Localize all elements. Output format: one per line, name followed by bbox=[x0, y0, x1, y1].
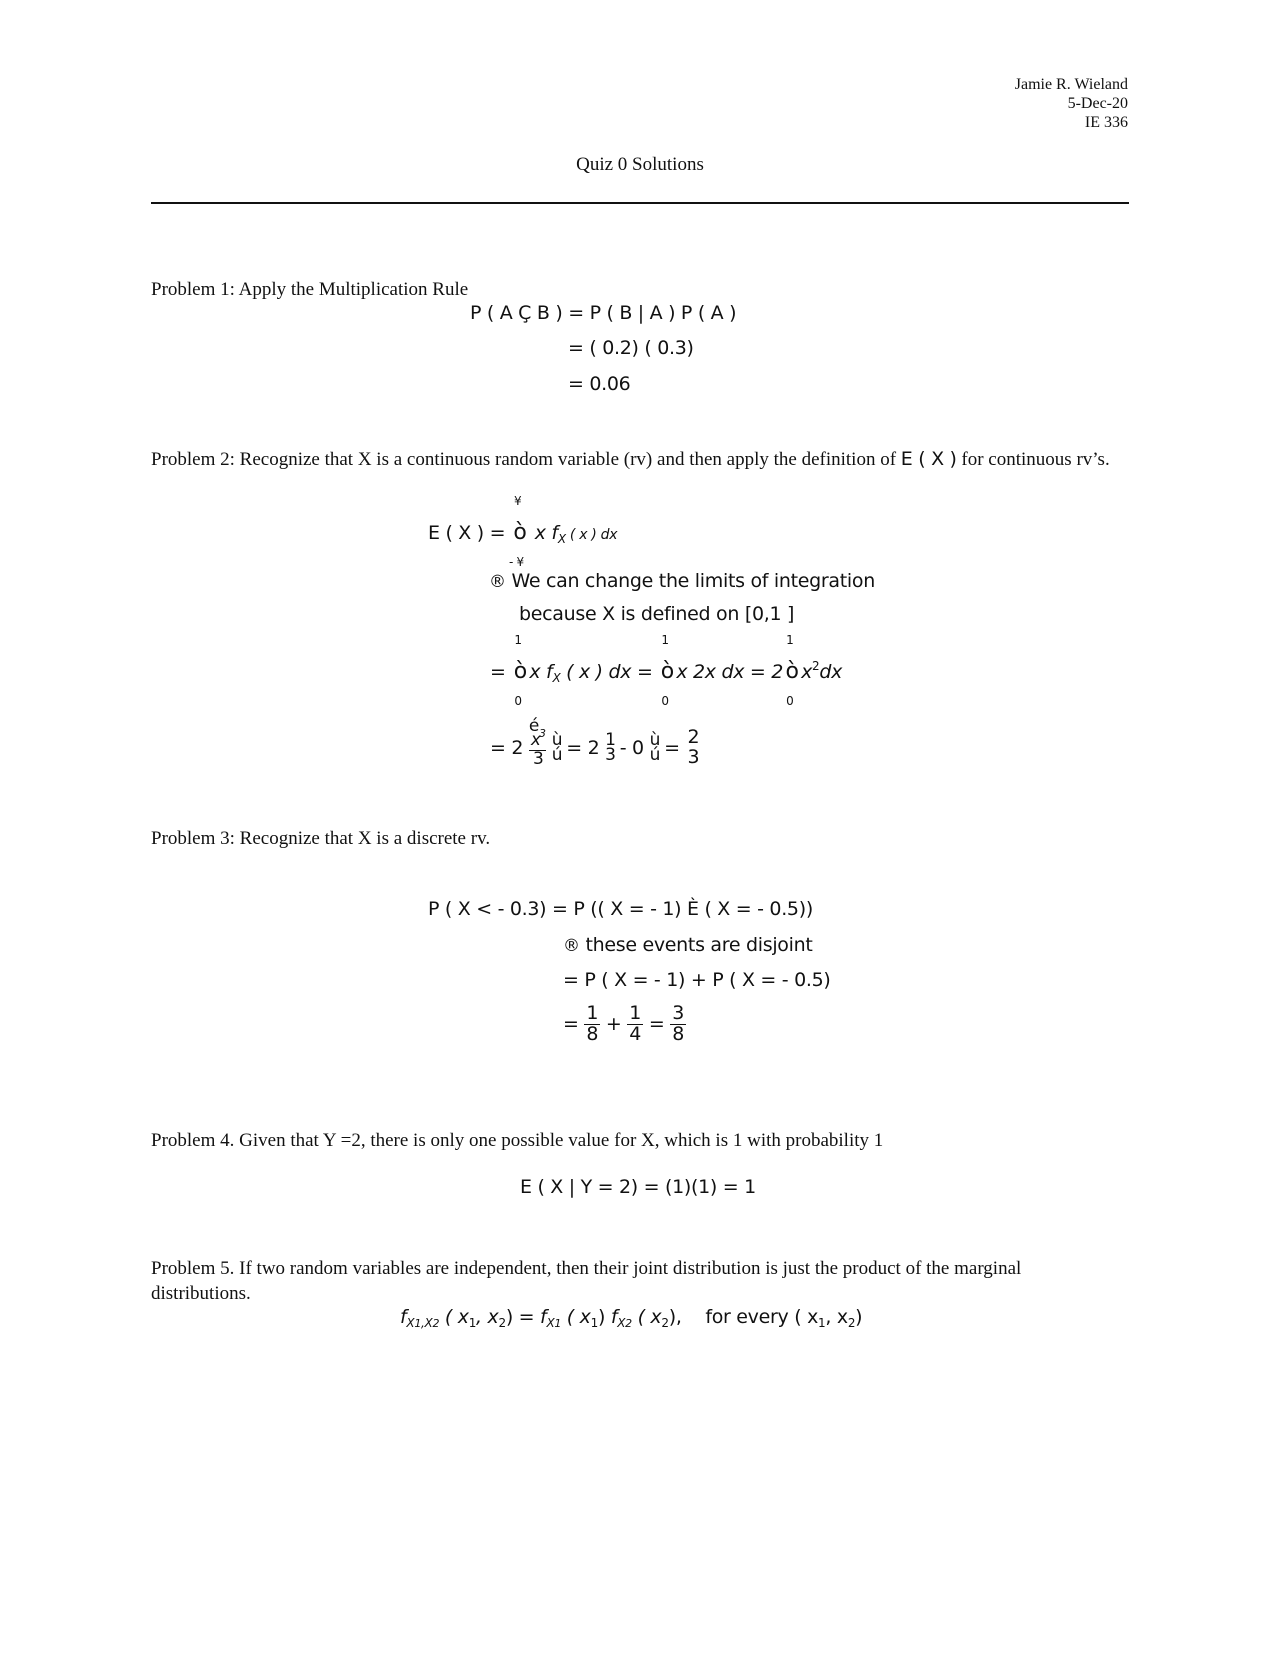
fraction-one-eighth bbox=[584, 1004, 600, 1045]
for-every-label: for every bbox=[705, 1306, 789, 1328]
problem-2-definition bbox=[428, 494, 618, 569]
bracket-right-icon bbox=[649, 730, 659, 766]
problem-2-note-line-1 bbox=[489, 570, 875, 592]
integral-glyph: ò bbox=[513, 520, 527, 545]
marginal-1-subscript bbox=[546, 1316, 561, 1330]
joint-arg-1: 1 bbox=[468, 1316, 477, 1330]
fraction-denominator: 8 bbox=[586, 1022, 599, 1045]
lower-limit: - ¥ bbox=[508, 555, 524, 569]
step-2-one: 1 bbox=[605, 730, 614, 751]
step-2-lead: = 2 bbox=[490, 736, 524, 759]
problem-2-integrand-tail: ( x ) dx bbox=[565, 527, 618, 543]
marginal-2-f: f bbox=[610, 1306, 618, 1328]
fraction-numerator: 1 bbox=[629, 1002, 642, 1024]
joint-arg-comma: , x bbox=[476, 1306, 499, 1328]
upper-limit: ¥ bbox=[513, 494, 522, 508]
integral-glyph: ò bbox=[660, 659, 674, 684]
author-name: Jamie R. Wieland bbox=[1014, 76, 1128, 93]
pair-comma: , x bbox=[825, 1306, 848, 1328]
m1-sub-x: X bbox=[546, 1316, 555, 1330]
marginal-2-close: ), bbox=[668, 1306, 682, 1328]
step-2-eq: = bbox=[664, 736, 680, 759]
problem-2-integrand-subscript: X bbox=[557, 532, 566, 546]
integral-sign-icon bbox=[511, 633, 529, 708]
marginal-2-subscript bbox=[617, 1316, 632, 1330]
problem-2-heading-tail: for continuous rv’s. bbox=[961, 449, 1110, 470]
step-1-second-integrand: x 2x dx = 2 bbox=[676, 661, 784, 683]
pair-close: ) bbox=[855, 1306, 863, 1328]
bracket-close-glyph: ù bbox=[649, 730, 659, 751]
joint-arg-2: 2 bbox=[498, 1316, 506, 1330]
bracket-close-glyph: ù bbox=[551, 730, 561, 751]
fraction-three-eighths bbox=[670, 1004, 686, 1045]
bracket-bottom-glyph: ú bbox=[551, 745, 561, 766]
step-1-final-dx: dx bbox=[819, 661, 843, 683]
problem-1-equation-line-3: = 0.06 bbox=[568, 373, 631, 395]
problem-3-note bbox=[563, 934, 813, 956]
problem-2-integrand: x f bbox=[534, 522, 558, 544]
problem-3-eq-2: = bbox=[648, 1012, 665, 1035]
joint-sub-comma: ,X bbox=[421, 1316, 433, 1330]
joint-eq: ) = bbox=[505, 1306, 541, 1328]
step-1-dx: ( x ) dx = bbox=[560, 661, 653, 683]
problem-1-heading: Problem 1: Apply the Multiplication Rule bbox=[151, 279, 469, 300]
integral-glyph: ò bbox=[513, 659, 527, 684]
problem-4-equation: E ( X | Y = 2) = (1)(1) = 1 bbox=[520, 1176, 756, 1198]
marginal-1-args: ( x bbox=[561, 1306, 591, 1328]
step-1-eq: = bbox=[490, 661, 512, 683]
problem-2-note-line-2: because X is defined on [0,1 ] bbox=[519, 603, 795, 625]
problem-2-heading bbox=[151, 447, 1111, 472]
marginal-2-args: ( x bbox=[631, 1306, 662, 1328]
joint-sub-2: 2 bbox=[432, 1317, 440, 1330]
fraction-one-quarter bbox=[627, 1004, 643, 1045]
bracket-left-icon bbox=[605, 730, 614, 766]
title-divider bbox=[151, 202, 1129, 204]
marginal-1-arg: 1 bbox=[590, 1316, 598, 1330]
upper-limit: 1 bbox=[661, 633, 669, 647]
integral-sign-icon bbox=[658, 633, 676, 708]
problem-5-heading: Problem 5. If two random variables are independent, then their joint distribution is just the product of the marginal distributions. bbox=[151, 1258, 1022, 1305]
step-2-three: 3 bbox=[605, 745, 614, 766]
joint-subscript bbox=[406, 1316, 439, 1330]
plus-sign: + bbox=[605, 1012, 622, 1035]
problem-2-lhs: E ( X ) = bbox=[428, 522, 506, 544]
step-1-subscript: X bbox=[552, 671, 561, 685]
pair-1: 1 bbox=[818, 1316, 826, 1330]
problem-1-equation-line-2: = ( 0.2) ( 0.3) bbox=[568, 337, 694, 359]
problem-4-heading: Problem 4. Given that Y =2, there is only one possible value for X, which is 1 with probability 1 bbox=[151, 1130, 884, 1151]
problem-3-eq: = bbox=[563, 1012, 579, 1035]
step-1-square: 2 bbox=[812, 659, 820, 673]
arrow-icon: ® bbox=[489, 572, 506, 592]
problem-2-step-1 bbox=[490, 633, 843, 708]
joint-sub-x: X bbox=[406, 1316, 415, 1330]
upper-limit: 1 bbox=[786, 633, 794, 647]
step-2-cube: 3 bbox=[538, 727, 544, 740]
step-2-bracket-fraction bbox=[528, 716, 546, 769]
problem-1-equation-line-1: P ( A Ç B ) = P ( B | A ) P ( A ) bbox=[470, 302, 737, 324]
integral-glyph: ò bbox=[785, 659, 799, 684]
document-header bbox=[1015, 76, 1128, 133]
bracket-top-icon: é bbox=[528, 716, 538, 736]
problem-5-equation bbox=[400, 1306, 862, 1330]
marginal-2-arg: 2 bbox=[661, 1316, 669, 1330]
fraction-denominator: 8 bbox=[672, 1022, 685, 1045]
problem-2-step-2 bbox=[490, 716, 701, 769]
step-2-result-fraction bbox=[685, 728, 701, 768]
step-2-denominator: 3 bbox=[533, 748, 542, 769]
step-2-result-denominator: 3 bbox=[687, 746, 700, 769]
fraction-denominator: 4 bbox=[629, 1022, 642, 1045]
problem-2-heading-expectation: E ( X ) bbox=[900, 448, 957, 470]
page-title: Quiz 0 Solutions bbox=[576, 154, 704, 175]
problem-2-heading-text: Problem 2: Recognize that X is a continuous random variable (rv) and then apply the definition of bbox=[151, 449, 897, 470]
step-2-x: x bbox=[530, 730, 539, 750]
bracket-bottom-glyph: ú bbox=[649, 745, 659, 766]
m2-sub-x: X bbox=[617, 1316, 626, 1330]
step-2-mid: = 2 bbox=[566, 736, 600, 759]
lower-limit: 0 bbox=[514, 694, 522, 708]
pair-open: ( x bbox=[788, 1306, 819, 1328]
course-code: IE 336 bbox=[1084, 113, 1128, 131]
marginal-1-close: ) bbox=[597, 1306, 611, 1328]
m1-sub-n: 1 bbox=[554, 1317, 562, 1330]
integral-sign-icon bbox=[783, 633, 801, 708]
problem-3-equation-line-3: = P ( X = - 1) + P ( X = - 0.5) bbox=[563, 969, 831, 991]
problem-3-note-text: these events are disjoint bbox=[585, 934, 813, 956]
m2-sub-n: 2 bbox=[625, 1317, 632, 1330]
integral-sign-icon bbox=[508, 494, 529, 569]
upper-limit: 1 bbox=[514, 633, 522, 647]
step-2-minus: - 0 bbox=[619, 736, 644, 759]
pair-2: 2 bbox=[847, 1316, 856, 1330]
problem-2-note-text-1: We can change the limits of integration bbox=[511, 570, 875, 592]
lower-limit: 0 bbox=[661, 694, 669, 708]
joint-f: f bbox=[400, 1306, 407, 1328]
step-2-result-numerator: 2 bbox=[687, 726, 700, 749]
lower-limit: 0 bbox=[786, 694, 794, 708]
fraction-numerator: 3 bbox=[672, 1002, 685, 1024]
step-1-integrand: x f bbox=[529, 661, 553, 683]
fraction-numerator: 1 bbox=[586, 1002, 599, 1024]
arrow-icon: ® bbox=[563, 936, 580, 956]
document-date: 5-Dec-20 bbox=[1067, 94, 1128, 112]
joint-sub-1: 1 bbox=[414, 1317, 422, 1330]
problem-3-equation-line-1: P ( X < - 0.3) = P (( X = - 1) È ( X = - 0.5)) bbox=[428, 898, 813, 920]
problem-3-equation-line-4 bbox=[563, 1004, 686, 1045]
marginal-1-f: f bbox=[540, 1306, 547, 1328]
step-1-x: x bbox=[801, 661, 813, 683]
problem-3-heading: Problem 3: Recognize that X is a discrete rv. bbox=[151, 828, 491, 849]
bracket-right-icon bbox=[551, 730, 561, 766]
joint-args: ( x bbox=[439, 1306, 469, 1328]
